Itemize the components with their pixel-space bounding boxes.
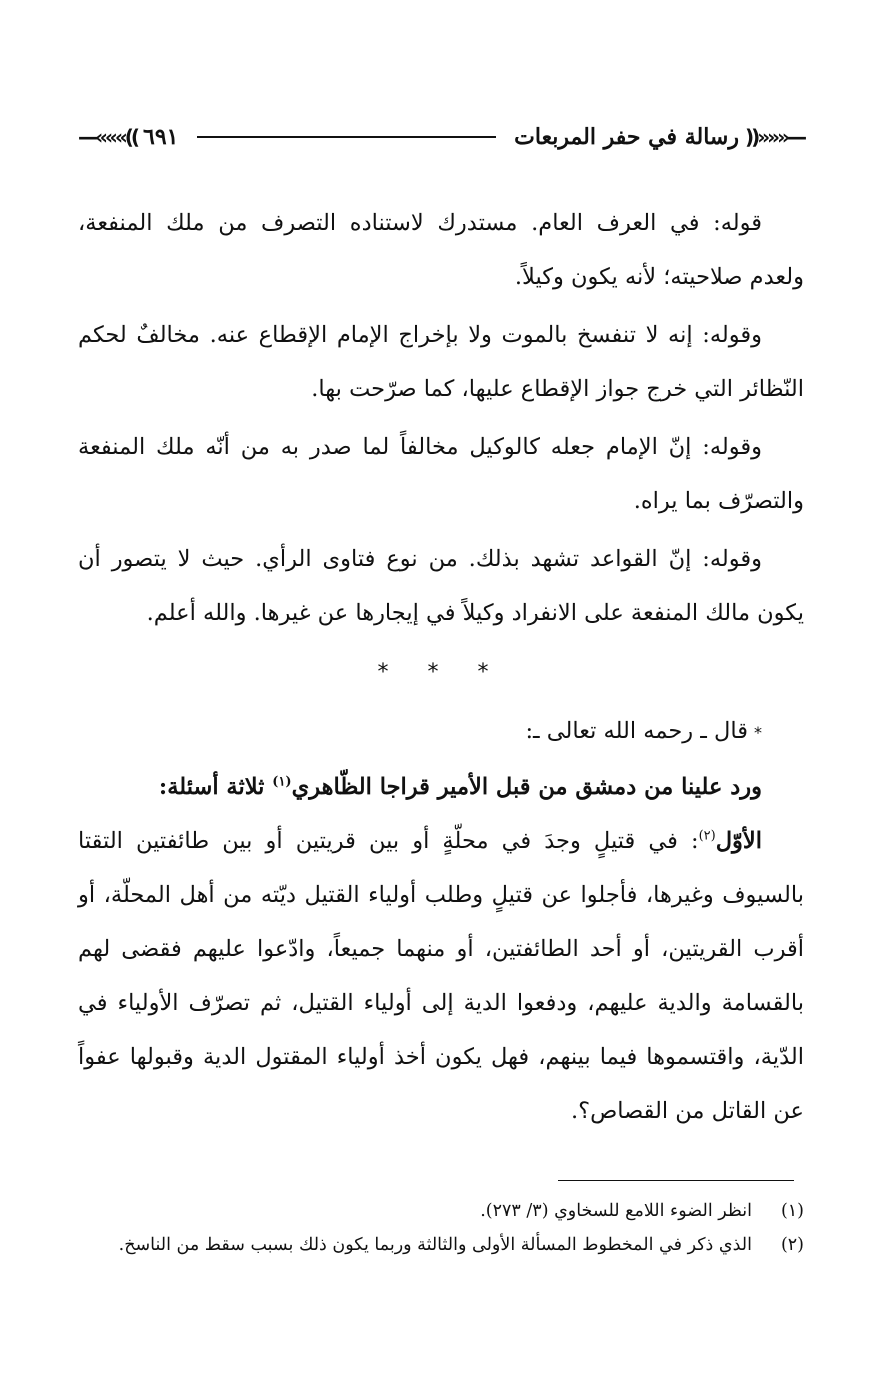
header-ornament-right: —«««(( — [744, 125, 804, 149]
footnotes — [78, 1194, 804, 1262]
question-paragraph — [78, 814, 804, 1138]
header-ornament-left: ))»»»— — [78, 125, 138, 149]
footnote-ref-1: (١) — [272, 774, 292, 790]
header-rule — [197, 136, 497, 138]
section-heading — [78, 760, 804, 814]
footnote — [78, 1228, 804, 1262]
section-separator: * * * — [377, 660, 505, 685]
paragraph: وقوله: إنه لا تنفسخ بالموت ولا بإخراج الإمام الإقطاع عنه. مخالفٌ لحكم النّظائر التي خرج جواز الإقطاع عليها، كما صرّحت بها. — [78, 322, 804, 402]
footnote-ref-2: (٢) — [698, 828, 716, 844]
footnote-number: (١) — [780, 1201, 804, 1221]
heading-text-end: ثلاثة أسئلة: — [158, 774, 273, 800]
footnote-number: (٢) — [780, 1235, 804, 1255]
question-text: : في قتيلٍ وجدَ في محلّةٍ أو بين قريتين أو بين طائفتين التقتا بالسيوف وغيرها، فأجلوا عن قتيلٍ وطلب أولياء القتيل ديّته من أهل المحلّة، أو أقرب القريتين، أو أحد الطائفتين، أو منهما جميعاً، وادّعوا عليهم فقضى لهم بالقسامة والدية عليهم، ودفعوا الدية إلى أولياء القتيل، ثم تصرّف الأولياء في الدّية، واقتسموها فيما بينهم، فهل يكون أخذ أولياء المقتول الدية وقبولها عفواً عن القاتل من القصاص؟. — [78, 828, 804, 1124]
section-intro-line — [78, 704, 804, 760]
running-title: رسالة في حفر المربعات — [514, 124, 739, 150]
footnote-divider — [558, 1180, 794, 1181]
paragraph: وقوله: إنّ الإمام جعله كالوكيل مخالفاً لما صدر به من أنّه ملك المنفعة والتصرّف بما يراه. — [78, 434, 804, 514]
paragraph: وقوله: إنّ القواعد تشهد بذلك. من نوع فتاوى الرأي. حيث لا يتصور أن يكون مالك المنفعة على الانفراد وكيلاً في إيجارها عن غيرها. والله أعلم. — [78, 546, 804, 626]
footnote-text: انظر الضوء اللامع للسخاوي (٣/ ٢٧٣). — [480, 1201, 752, 1221]
question-label: الأوّل — [715, 828, 762, 854]
star-bullet-icon: * — [754, 723, 762, 742]
paragraph: قوله: في العرف العام. مستدرك لاستناده التصرف من ملك المنفعة، ولعدم صلاحيته؛ لأنه يكون وكيلاً. — [78, 210, 804, 290]
footnote-text: الذي ذكر في المخطوط المسألة الأولى والثالثة وربما يكون ذلك بسبب سقط من الناسخ. — [118, 1235, 752, 1255]
footnote — [78, 1194, 804, 1228]
page-header — [78, 112, 804, 162]
page-number: ٦٩١ — [143, 124, 179, 150]
main-text — [78, 196, 804, 1138]
section-intro: قال ـ رحمه الله تعالى ـ: — [525, 718, 748, 744]
heading-text: ورد علينا من دمشق من قبل الأمير قراجا الظّاهري — [291, 774, 762, 800]
